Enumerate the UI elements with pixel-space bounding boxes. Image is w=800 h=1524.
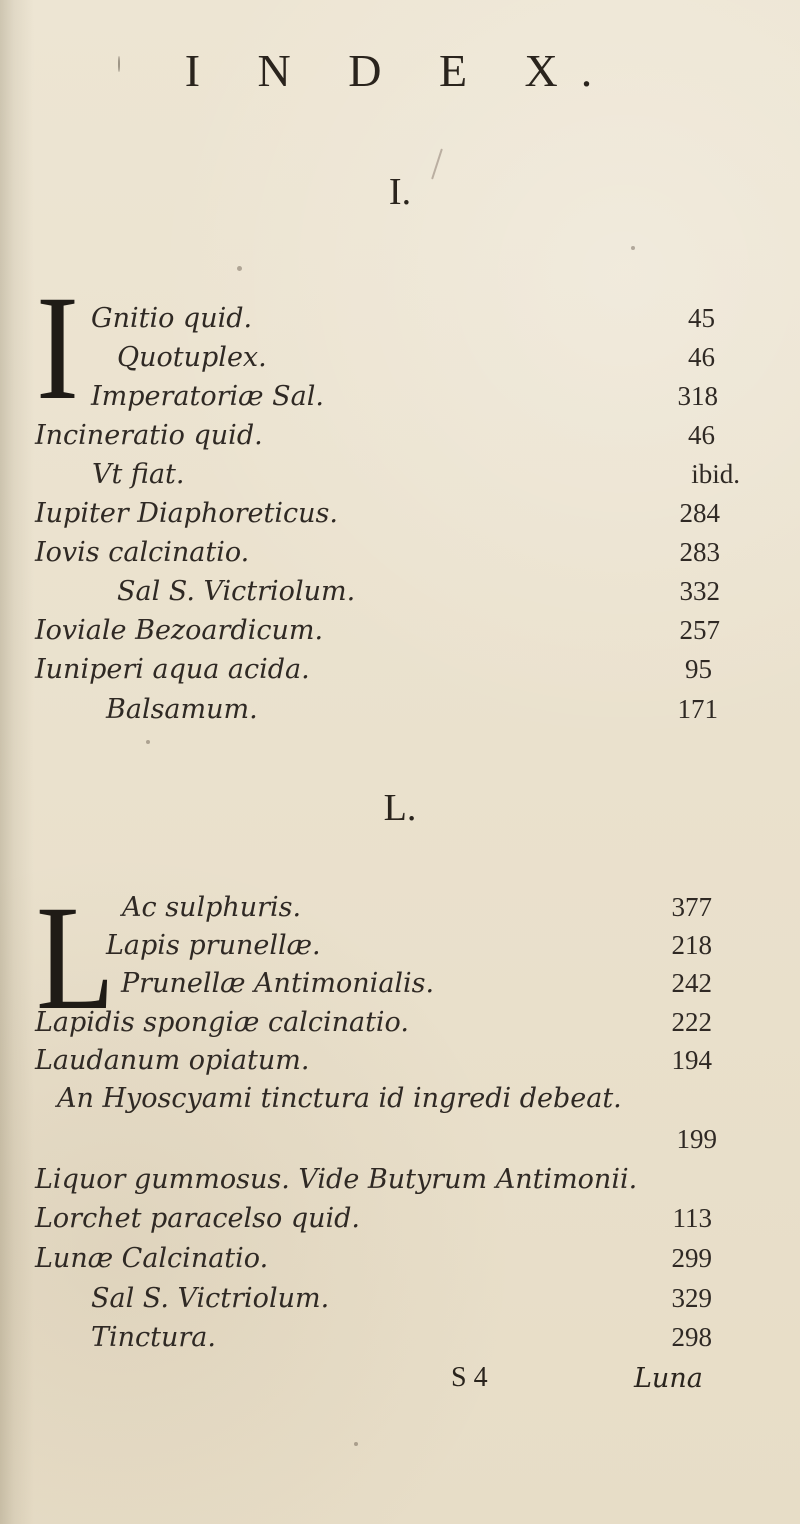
index-entry: Laudanum opiatum. — [35, 1045, 310, 1076]
index-page-number: 318 — [677, 381, 718, 411]
index-page-number: 46 — [688, 420, 715, 450]
drop-cap-l: L — [36, 875, 115, 1041]
index-page-number: 257 — [679, 615, 720, 645]
index-entry: Lapis prunellæ. — [106, 930, 321, 961]
index-page-number: 377 — [671, 892, 712, 922]
index-entry: Liquor gummosus. Vide Butyrum Antimonii. — [35, 1164, 638, 1195]
index-entry: Iovis calcinatio. — [35, 537, 250, 568]
index-entry: Vt fiat. — [92, 459, 185, 490]
index-entry: Gnitio quid. — [91, 303, 253, 334]
paper-speck — [631, 246, 635, 250]
index-entry: Imperatoriæ Sal. — [91, 381, 324, 412]
index-entry: Prunellæ Antimonialis. — [121, 968, 435, 999]
index-entry: Ioviale Bezoardicum. — [35, 615, 324, 646]
index-page-number: 284 — [679, 498, 720, 528]
paper-speck — [354, 1442, 358, 1446]
drop-cap-i: I — [36, 265, 79, 431]
index-entry: Incineratio quid. — [35, 420, 263, 451]
signature-mark: S 4 — [451, 1362, 488, 1393]
index-page-number: 199 — [676, 1124, 717, 1154]
index-entry: Lorchet paracelso quid. — [35, 1203, 361, 1234]
index-entry: Quotuplex. — [117, 342, 267, 373]
index-entry: Balsamum. — [106, 694, 258, 725]
catchword: Luna — [634, 1363, 703, 1394]
index-entry: Lunæ Calcinatio. — [35, 1243, 269, 1274]
page-header: I N D E X. — [184, 45, 616, 96]
index-entry: Sal S. Victriolum. — [117, 576, 356, 607]
index-entry: Iuniperi aqua acida. — [35, 654, 310, 685]
index-page-number: 242 — [671, 968, 712, 998]
paper-speck — [118, 56, 120, 72]
section-letter-i: I. — [388, 171, 412, 213]
index-page-number: 194 — [671, 1045, 712, 1075]
index-page-number: 299 — [671, 1243, 712, 1273]
index-page-number: 95 — [685, 654, 712, 684]
index-page-number: ibid. — [691, 459, 740, 489]
index-page-number: 45 — [688, 303, 715, 333]
index-page-number: 171 — [677, 694, 718, 724]
index-entry: Ac sulphuris. — [122, 892, 302, 923]
paper-speck — [237, 266, 242, 271]
index-page-number: 329 — [671, 1283, 712, 1313]
index-entry: Sal S. Victriolum. — [91, 1283, 330, 1314]
index-entry: Lapidis spongiæ calcinatio. — [35, 1007, 409, 1038]
index-entry: An Hyoscyami tinctura id ingredi debeat. — [57, 1083, 622, 1114]
index-page-number: 222 — [671, 1007, 712, 1037]
index-page-number: 46 — [688, 342, 715, 372]
index-entry: Tinctura. — [91, 1322, 216, 1353]
index-page-number: 283 — [679, 537, 720, 567]
paper-speck — [146, 740, 150, 744]
index-page-number: 113 — [672, 1203, 712, 1233]
section-letter-l: L. — [383, 787, 417, 829]
index-entry: Iupiter Diaphoreticus. — [35, 498, 338, 529]
index-page-number: 332 — [679, 576, 720, 606]
index-page-number: 218 — [671, 930, 712, 960]
index-page-number: 298 — [671, 1322, 712, 1352]
